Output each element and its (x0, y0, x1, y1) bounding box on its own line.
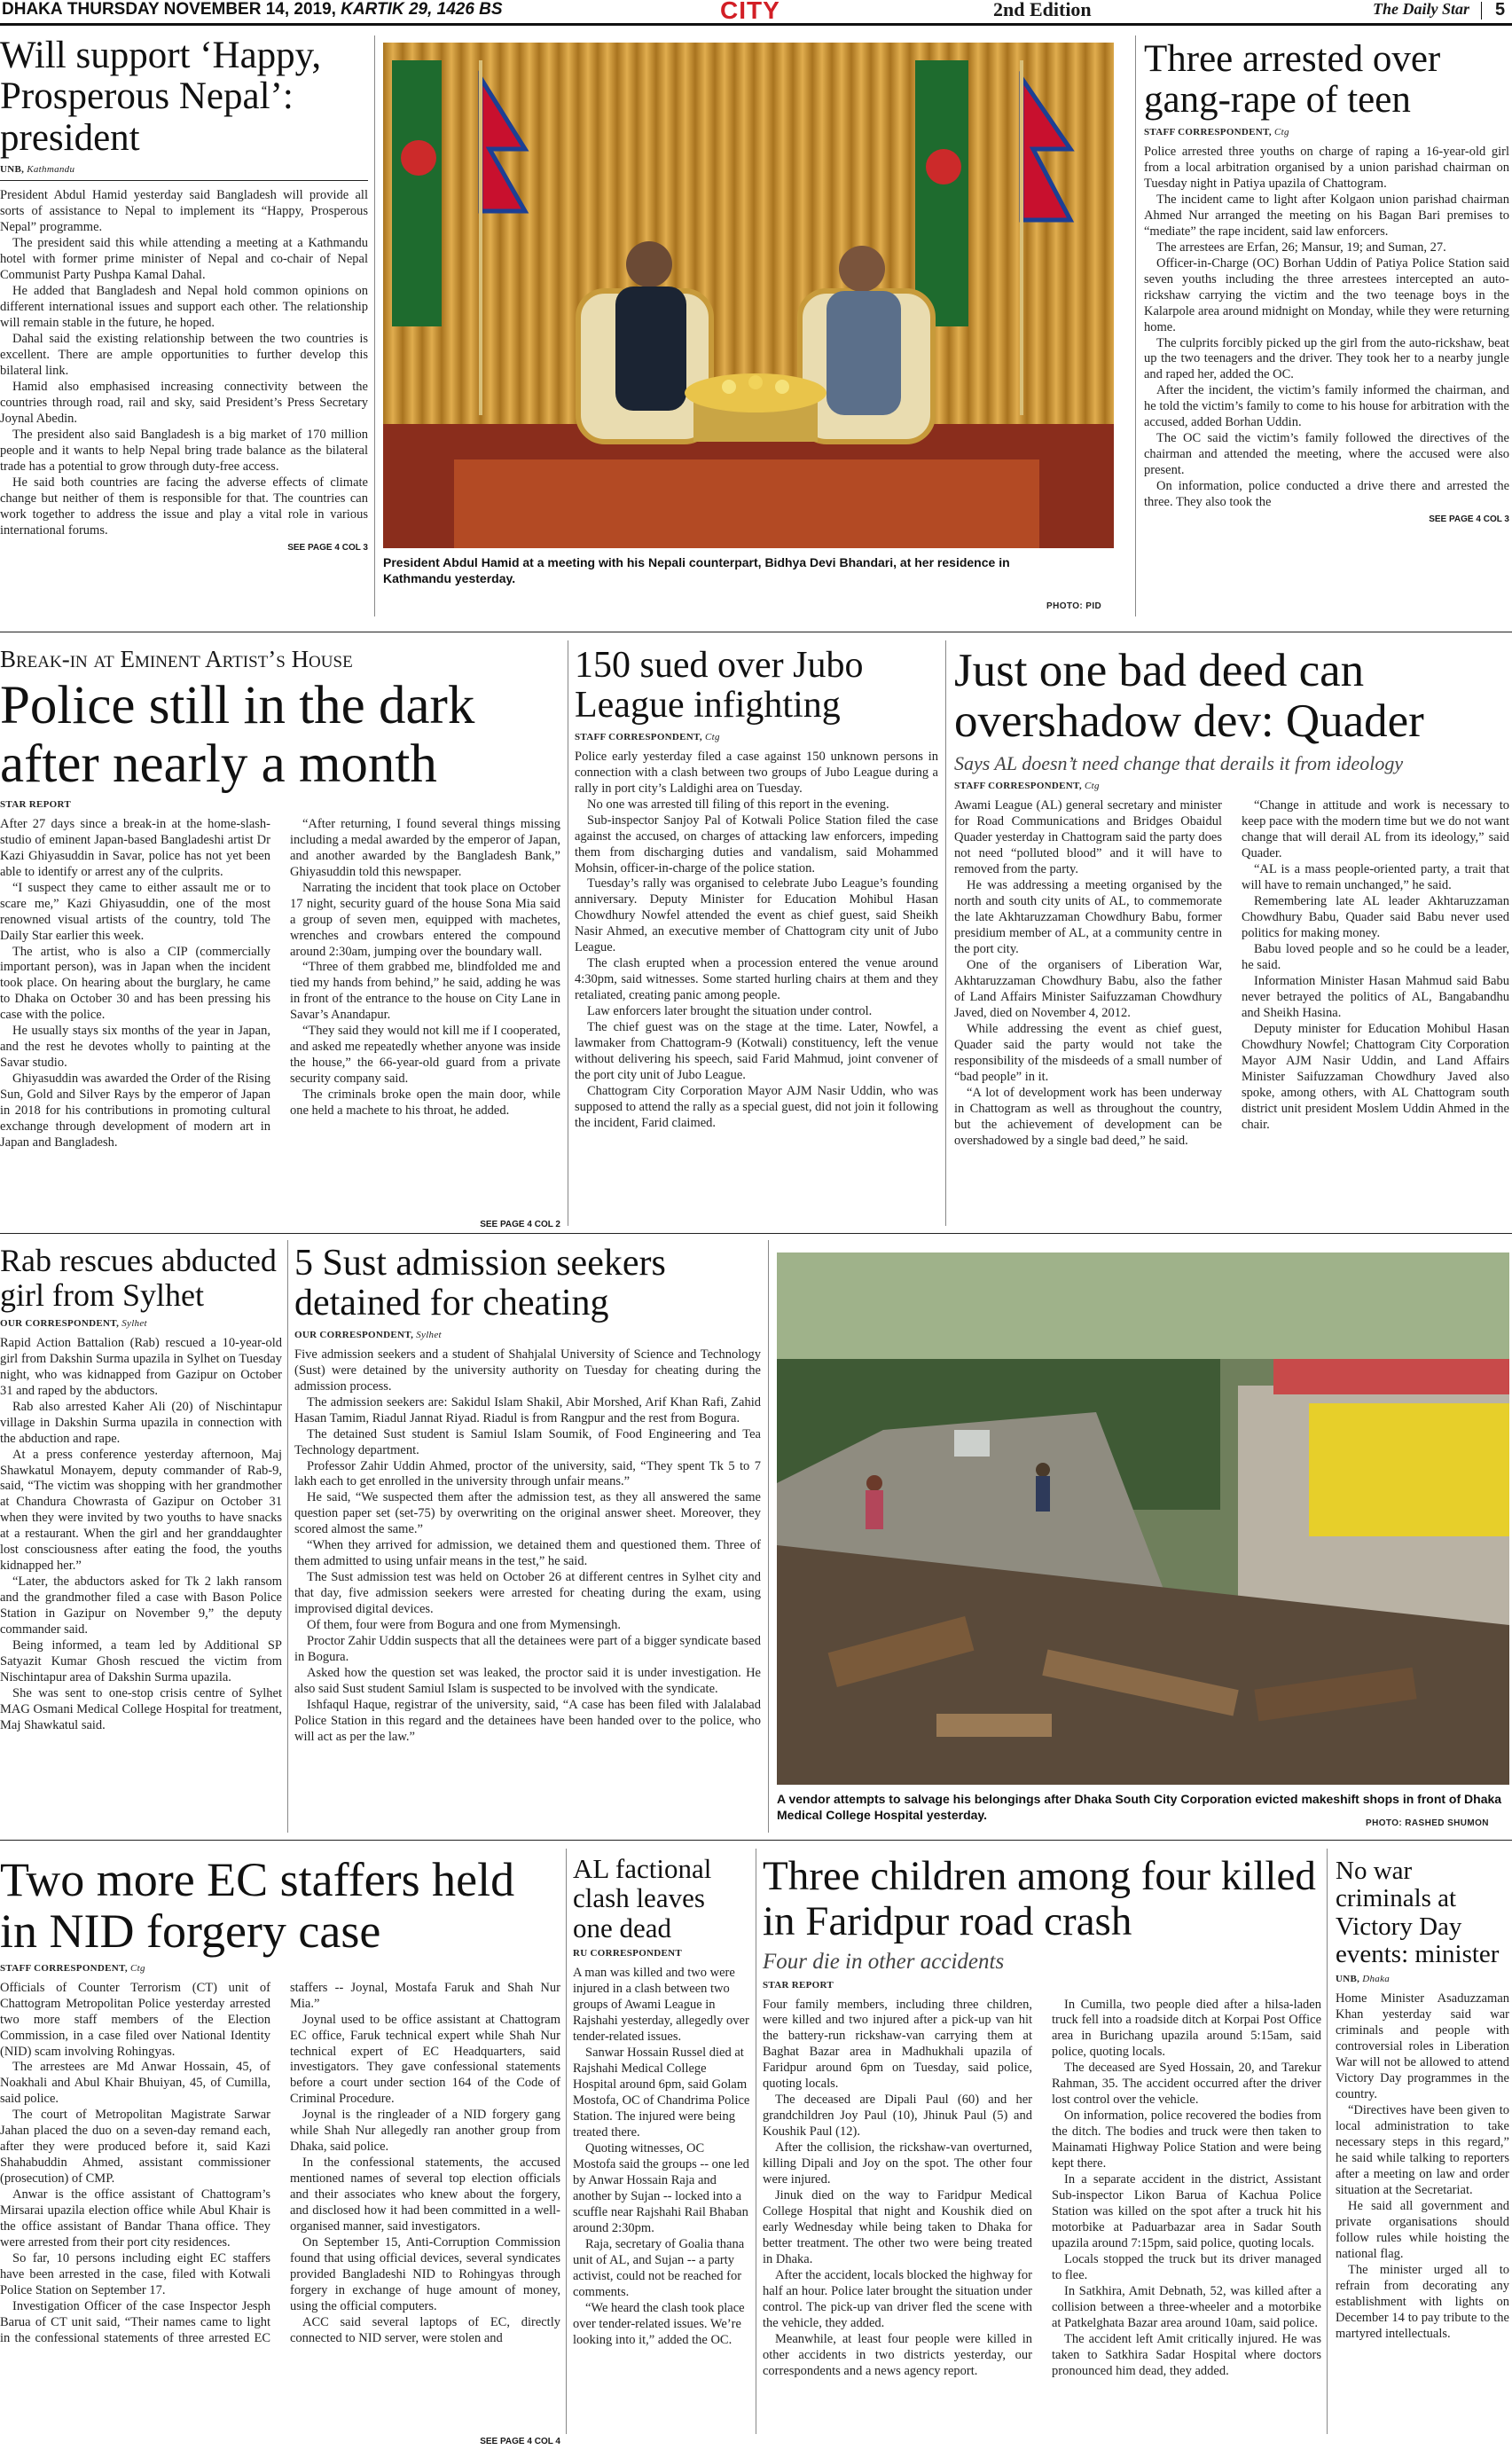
continuation: SEE PAGE 4 COL 4 (480, 2436, 560, 2446)
continuation: SEE PAGE 4 COL 2 (480, 1219, 560, 1229)
article-nepal (0, 35, 368, 553)
headline: Three arrested over gang-rape of teen (1144, 38, 1441, 122)
article-body: A man was killed and two were injured in a clash between two groups of Awami League in Rajshahi yesterday, allegedly over tender-related issues. Sanwar Hossain Russel died at Rajshahi Medical College Hospital around 6pm, said Golam Mostofa, OC of Chandrima Police Station. The injured were being treated there. Quoting witnesses, OC Mostofa said the groups -- one led by Anwar Hossain Raja and another by Sujan -- locked into a scuffle near Rajshahi Rail Bhaban around 2:30pm. Raja, secretary of Goalia thana unit of AL, and Sujan -- a party activist, could not be reached for comments. “We heard the clash took place over tender-related issues. We’re looking into it,” added the OC. (573, 1966, 750, 2347)
byline: STAFF CORRESPONDENT, Ctg (1144, 126, 1289, 137)
article-ec (0, 1854, 560, 2446)
column-rule (1135, 35, 1136, 616)
photo-credit: PHOTO: RASHED SHUMON (1366, 1818, 1489, 1828)
column-rule (287, 1240, 288, 1833)
masthead-divider (1481, 2, 1482, 20)
photo-credit: PHOTO: PID (1046, 601, 1102, 611)
byline: STAFF CORRESPONDENT, Ctg (575, 731, 720, 742)
kicker: Break-in at Eminent Artist’s House (0, 646, 353, 672)
headline: Three children among four killed in Faridpur road crash (763, 1853, 1316, 1944)
article-al-clash (573, 1854, 750, 2349)
photo-eviction (777, 1252, 1509, 1785)
page-number: 5 (1495, 0, 1506, 20)
headline: Police still in the dark after nearly a month (0, 676, 475, 794)
byline: STAFF CORRESPONDENT, Ctg (0, 1962, 145, 1974)
subheadline: Says AL doesn’t need change that derails it from ideology (954, 752, 1404, 775)
article-war-criminals (1336, 1857, 1509, 2343)
headline: No war criminals at Victory Day events: minister (1336, 1857, 1500, 1968)
subheadline: Four die in other accidents (763, 1949, 1005, 1974)
headline: Just one bad deed can overshadow dev: Quader (954, 645, 1424, 748)
article-gangrape (1144, 39, 1509, 524)
continuation: SEE PAGE 4 COL 3 (1429, 514, 1509, 525)
headline: AL factional clash leaves one dead (573, 1853, 712, 1944)
article-faridpur (763, 1854, 1321, 2450)
paper-logo: The Daily Star (1373, 0, 1470, 18)
article-body: Rapid Action Battalion (Rab) rescued a 10-year-old girl from Dakshin Surma upazila in Sylhet on Tuesday night, who was kidnapped from Gazipur on October 31 and raped by the abductors. Rab also arrested Kaher Ali (20) of Nischintapur village in Dakshin Surma upazila in connection with the abduction and rape. At a press conference yesterday afternoon, Maj Shawkatul Monayem, deputy commander of Rab-9, said, “The victim was shopping with her grandmother at Chandura Chowrasta of Gazipur on October 31 when they were invited by two youths to have snacks at a restaurant. When the girl and her granddaughter lost consciousness after eating the food, the youths kidnapped her.” “Later, the abductors asked for Tk 2 lakh ransom and the grandmother filed a case with Bason Police Station in Gazipur on November 9,” the deputy commander said. Being informed, a team led by Additional SP Satyazit Kumar Ghosh rescued the victim from Nischintapur area of Dakshin Surma upazila. She was sent to one-stop crisis centre of Sylhet MAG Osmani Medical College Hospital for treatment, Maj Shawkatul said. (0, 1335, 282, 1732)
byline: OUR CORRESPONDENT, Sylhet (294, 1329, 442, 1340)
section-rule (0, 1840, 1512, 1841)
article-body: Police early yesterday filed a case against 150 unknown persons in connection with a clash between two groups of Jubo League during a rally in port city’s Laldighi area on Tuesday. No one was arrested till filing of this report in the evening. Sub-inspector Sanjoy Pal of Kotwali Police Station filed the case against the accused, on charges of attacking law enforcers, impeding them from discharging duties and vandalism, said Mohammed Mohsin, officer-in-charge of the police station. Tuesday’s rally was organised to celebrate Jubo League’s founding anniversary. Deputy Minister for Education Mohibul Hasan Chowdhury Nowfel attended the event as chief guest, said Sheikh Nasir Ahmed, an executive member of Chattogram city unit of Jubo League. The clash erupted when a procession entered the venue around 4:30pm, said witnesses. Some started hurling chairs at them and they retaliated, creating panic among people. Law enforcers later brought the situation under control. The chief guest was on the stage at the time. Later, Nowfel, a lawmaker from Chattogram-9 (Kotwali) constituency, left the venue without delivering his speech, said Farid Mahmud, joint convener of the port city unit of Jubo League. Chattogram City Corporation Mayor AJM Nasir Uddin, who was supposed to attend the rally as a special guest, did not join it following the incident, Farid claimed. (575, 749, 938, 1130)
column-rule (374, 35, 375, 616)
column-rule (768, 1240, 769, 1833)
headline: Two more EC staffers held in NID forgery case (0, 1853, 515, 1959)
byline: STAR REPORT (0, 798, 72, 810)
byline: UNB, Kathmandu (0, 164, 75, 176)
article-body: President Abdul Hamid yesterday said Bangladesh will provide all sorts of assistance to Nepal to implement its “Happy, Prosperous Nepal” programme. The president said this while attending a meeting at a Kathmandu hotel with former prime minister of Nepal and co-chair of Nepal Communist Party Pushpa Kamal Dahal. He added that Bangladesh and Nepal hold common opinions on different international issues and support each other. The relationship will remain stable in the future, he hoped. Dahal said the existing relationship between the two countries is excellent. There are ample opportunities to further develop this bilateral link. Hamid also emphasised increasing connectivity between the countries through road, rail and sky, said President’s Press Secretary Joynal Abedin. The president also said Bangladesh is a big market of 170 million people and it wants to help Nepal bring trade balance as the bilateral trade has a potential to grow through duty-free access. He said both countries are facing the adverse effects of climate change but neither of them is responsible for that. The countries can work together to address the issue and play a vital role in various international forums. (0, 188, 368, 538)
article-body: Four family members, including three children, were killed and two injured after a pick-up van hit the battery-run rickshaw-van carrying them at Baghat Bazar area in Madhukhali upazila of Faridpur around 6pm on Tuesday, said police, quoting locals. The deceased are Dipali Paul (60) and her grandchildren Joy Paul (10), Jhinuk Paul (5) and Koushik Paul (12). After the collision, the rickshaw-van overturned, killing Dipali and Joy on the spot. The other four were injured. Jinuk died on the way to Faridpur Medical College Hospital that night and Koushik died on early Wednesday while being taken to Dhaka for better treatment. The other two were being treated in Dhaka. After the accident, locals blocked the highway for half an hour. Police later brought the situation under control. The pick-up van driver fled the scene with the vehicle, they added. Meanwhile, at least four people were killed in other accidents in two districts yesterday, our correspondents and a news agency report. In Cumilla, two people died after a hilsa-laden truck fell into a roadside ditch at Korpai Post Office area in Burichang upazila around 5:15am, said police, quoting locals. The deceased are Syed Hossain, 20, and Tarekur Rahman, 35. The accident occurred after the driver lost control over the vehicle. On information, police recovered the bodies from the ditch. The bodies and truck were then taken to Mainamati Highway Police Station and were being kept there. In a separate accident in the district, Assistant Sub-inspector Likon Barua of Kachua Police Station was killed on the spot after a truck hit his motorbike at Paduarbazar area in Sadar South upazila around 7:15pm, said police, quoting locals. Locals stopped the truck but its driver managed to flee. In Satkhira, Amit Debnath, 52, was killed after a collision between a three-wheeler and a motorbike at Patkelghata Bazar area around 10am, said police. The accident left Amit critically injured. He was taken to Satkhira Sadar Hospital where doctors pronounced him dead, they added. (763, 1997, 1321, 2378)
headline: Will support ‘Happy, Prosperous Nepal’: president (0, 35, 322, 159)
article-quader (954, 646, 1509, 1220)
column-rule (566, 1849, 567, 2434)
byline: RU CORRESPONDENT (573, 1948, 683, 1959)
section-name: CITY (720, 0, 780, 24)
headline: 150 sued over Jubo League infighting (575, 645, 864, 726)
byline: STAFF CORRESPONDENT, Ctg (954, 781, 1100, 792)
photo-caption: A vendor attempts to salvage his belongings after Dhaka South City Corporation evicted makeshift shops in front of Dhaka Medical College Hospital yesterday. (777, 1792, 1502, 1822)
article-body: Officials of Counter Terrorism (CT) unit of Chattogram Metropolitan Police yesterday arrested two more staff members of the Election Commission, in a case filed over National Identity (NID) scam involving Rohingyas. The arrestees are Md Anwar Hossain, 45, of Noakhali and Abul Khair Bhuiyan, 45, of Cumilla, said police. The court of Metropolitan Magistrate Sarwar Jahan placed the duo on a seven-day remand each, after they were produced before it, said Kazi Shahabuddin Ahmed, assistant commissioner (prosecution) of CMP. Anwar is the office assistant of Chattogram’s Mirsarai upazila election office while Abul Khair is the office assistant of Bandar Thana office. They were arrested from their port city residences. So far, 10 persons including eight EC staffers have been arrested in the case, filed with Kotwali Police Station on September 17. Investigation Officer of the case Inspector Jesph Barua of CT unit said, “Their names came to light in the confessional statements of three arrested EC staffers -- Joynal, Mostafa Faruk and Shah Nur Mia.” Joynal used to be office assistant at Chattogram EC office, Faruk technical expert while Shah Nur technical expert of EC Headquarters, said investigators. They gave confessional statements before a court under section 164 of the Code of Criminal Procedure. Joynal is the ringleader of a NID forgery gang while Shah Nur allegedly ran another group from Dhaka, said police. In the confessional statements, the accused mentioned names of several top election officials and their associates who knew about the forgery, and disclosed how it had been committed in a well-organised manner, said investigators. On September 15, Anti-Corruption Commission found that using official devices, several syndicates provided Bangladeshi NID to Rohingyas through forgery in exchange of huge amount of money, using the official computers. ACC said several laptops of EC, directly connected to NID server, were stolen and (0, 1980, 560, 2345)
byline: OUR CORRESPONDENT, Sylhet (0, 1317, 147, 1329)
column-rule (1327, 1849, 1328, 2434)
article-breakin (0, 646, 560, 1229)
photo-eviction-image (777, 1252, 1509, 1785)
article-body: Five admission seekers and a student of Shahjalal University of Science and Technology (Sust) were detained by the university authority on Tuesday for cheating during the admission process. The admission seekers are: Sakidul Islam Shakil, Abir Morshed, Arif Khan Rafi, Zahid Hasan Tamim, Riadul Jannat Riyad. Riadul is from Rangpur and the rest from Bogura. The detained Sust student is Samiul Islam Soumik, of Food Engineering and Tea Technology department. Professor Zahir Uddin Ahmed, proctor of the university, said, “They spent Tk 5 to 7 lakh each to get enrolled in the university through unfair means.” He said, “We suspected them after the admission test, as they all answered the same question paper set (set-75) by overwriting on the original answer sheet. Moreover, they scored almost the same.” “When they arrived for admission, we detained them and questioned them. Three of them admitted to using unfair means in the test,” he said. The Sust admission test was held on October 26 at different centres in Sylhet city and that day, five admission seekers were arrested for cheating during the exam, using improvised digital devices. Of them, four were from Bogura and one from Mymensingh. Proctor Zahir Uddin suspects that all the detainees were part of a bigger syndicate based in Bogura. Asked how the question set was leaked, the proctor said it is under investigation. He also said Sust student Samiul Islam is suspected to be involved with the syndicate. Ishfaqul Haque, registrar of the university, said, “A case has been filed with Jalalabad Police Station in this regard and the detainees have been handed over to the police, who will act as per the law.” (294, 1347, 761, 1744)
photo-president-meeting-image (383, 43, 1114, 548)
edition-label: 2nd Edition (993, 0, 1092, 20)
article-jubo (575, 646, 938, 1132)
column-rule (945, 640, 946, 1226)
photo-president-meeting (383, 43, 1114, 548)
article-body: Awami League (AL) general secretary and minister for Road Communications and Bridges Obaidul Quader yesterday in Chattogram said the party does not need “polluted blood” and it will have to removed from the party. He was addressing a meeting organised by the north and south city units of AL, to commemorate the late Akhtaruzzaman Chowdhury Babu, former presidium member of AL, at a community centre in the port city. One of the organisers of Liberation War, Akhtaruzzaman Chowdhury Babu, also the father of Land Affairs Minister Saifuzzaman Chowdhury Javed, died on November 4, 2012. While addressing the event as chief guest, Quader said the party would not take the responsibility of the misdeeds of a small number of “bad people” in it. “A lot of development work has been underway in Chattogram as well as throughout the country, but the achievement of development can be overshadowed by a single bad deed,” he said. “Change in attitude and work is necessary to keep pace with the modern time but we do not want change that will derail AL from its ideology,” said Quader. “AL is a mass people-oriented party, a trait that will have to remain unchanged,” he said. Remembering late AL leader Akhtaruzzaman Chowdhury Babu, Quader said Babu never used politics for making money. Babu loved people and so he could be a leader, he said. Information Minister Hasan Mahmud said Babu never betrayed the politics of AL, Bangabandhu and Sheikh Hasina. Deputy minister for Education Mohibul Hasan Chowdhury Nowfel; Chattogram City Corporation Mayor AJM Nasir Uddin, and Land Affairs Minister Saifuzzaman Chowdhury Javed also spoke, among others, with AL Chattogram south district unit president Moslem Uddin Ahmed in the chair. (954, 798, 1509, 1148)
article-body: Police arrested three youths on charge of raping a 16-year-old girl from a local arbitration organised by a union parishad chairman on Tuesday night in Patiya upazila of Chattogram. The incident came to light after Kolgaon union parishad chairman Ahmed Nur arranged the meeting on his Bagan Bari premises to “mediate” the rape incident, said law enforcers. The arrestees are Erfan, 26; Mansur, 19; and Suman, 27. Officer-in-Charge (OC) Borhan Uddin of Patiya Police Station said seven youths including the three arrestees intercepted an auto-rickshaw carrying the victim and the two teenage boys in the Kalarpole area around midnight on Monday, while they were returning home. The culprits forcibly picked up the girl from the auto-rickshaw, beat up the two teenagers and the driver. They took her to a nearby jungle and raped her, added the OC. After the incident, the victim’s family informed the chairman, and he told the victim’s family to come to his house for arbitration with the accused, added Borhan Uddin. The OC said the victim’s family followed the directives of the chairman and attended the meeting, where the accused were also present. On information, police conducted a drive there and arrested the three. They also took the (1144, 144, 1509, 510)
headline: 5 Sust admission seekers detained for cheating (294, 1243, 666, 1324)
headline: Rab rescues abducted girl from Sylhet (0, 1243, 277, 1313)
article-body: Home Minister Asaduzzaman Khan yesterday said war criminals and people with controversial roles in Liberation War will not be allowed to attend Victory Day programmes in the country. “Directives have been given to local administration to take necessary steps in this regard,” he said while talking to reporters after a meeting on law and order situation at the Secretariat. He said all government and private organisations should follow rules while hoisting the national flag. The minister urged all to refrain from decorating any establishment with lights on December 14 to pay tribute to the martyred intellectuals. (1336, 1991, 1509, 2341)
byline: STAR REPORT (763, 1979, 834, 1991)
continuation: SEE PAGE 4 COL 3 (287, 542, 368, 553)
article-rab (0, 1244, 282, 1734)
masthead-date: DHAKA THURSDAY NOVEMBER 14, 2019, KARTIK 29, 1426 BS (2, 0, 503, 19)
article-body: After 27 days since a break-in at the home-slash-studio of eminent Japan-based Bangladeshi artist Dr Kazi Ghiyasuddin in Savar, police has not yet been able to identify or arrest any of the culprits. “I suspect they came to either assault me or to scare me,” Kazi Ghiyasuddin, one of the most renowned visual artists of the country, told The Daily Star earlier this week. The artist, who is also a CIP (commercially important person), was in Japan when the incident took place. On hearing about the burglary, he came to Dhaka on October 30 and has been pressing his case with the police. He usually stays six months of the year in Japan, and the rest he devotes wholly to painting at the Savar studio. Ghiyasuddin was awarded the Order of the Rising Sun, Gold and Silver Rays by the emperor of Japan in 2018 for his contributions in promoting cultural exchange through development of modern art in Japan and Bangladesh. “After returning, I found several things missing including a medal awarded by the emperor of Japan, and another awarded by the Bangladesh Bank,” Ghiyasuddin told this newspaper. Narrating the incident that took place on October 17 night, security guard of the house Sona Mia said a group of seven men, equipped with machetes, wrenches and crowbars entered the compound around 2:30am, jumping over the boundary wall. “Three of them grabbed me, blindfolded me and tied my hands from behind,” he said, adding he was in front of the entrance to the house on City Lane in Savar’s Anandapur. “They said they would not kill me if I cooperated, and asked me repeatedly whether anyone was inside the house,” the 66-year-old guard from a private security company said. The criminals broke open the main door, while one held a machete to his throat, he added. (0, 816, 560, 1150)
byline: UNB, Dhaka (1336, 1974, 1391, 1985)
article-sust (294, 1244, 761, 1746)
section-rule (0, 1233, 1512, 1234)
photo-caption: President Abdul Hamid at a meeting with his Nepali counterpart, Bidhya Devi Bhandari, at her residence in Kathmandu yesterday. (383, 555, 1010, 585)
